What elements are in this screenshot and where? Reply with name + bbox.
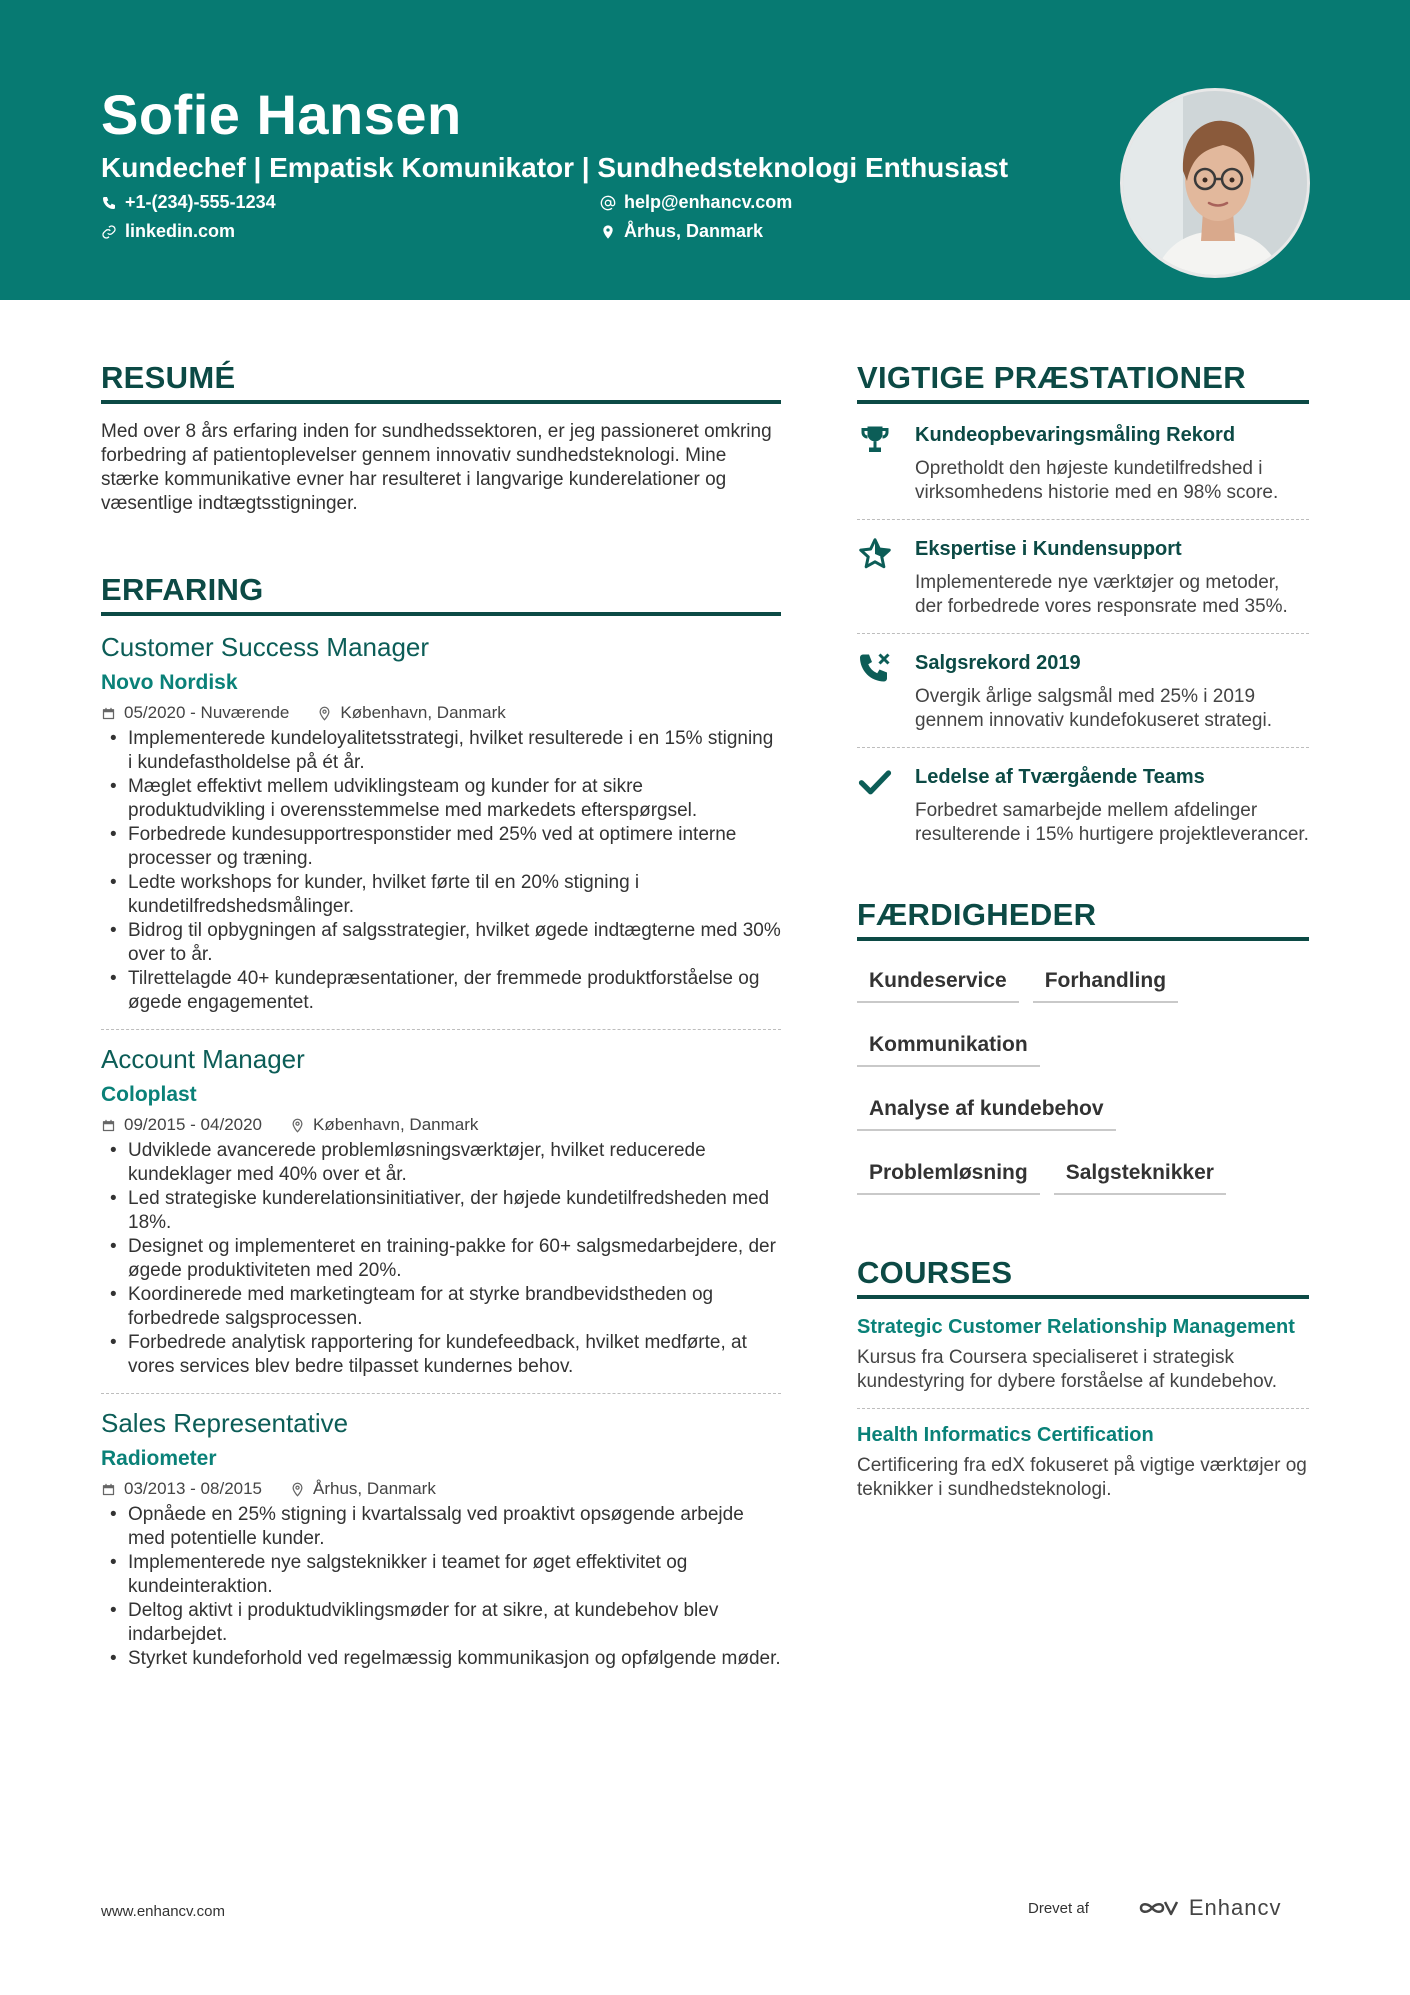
skill-tag: Problemløsning bbox=[857, 1149, 1040, 1195]
skill-tag: Analyse af kundebehov bbox=[857, 1085, 1116, 1131]
courses-heading: COURSES bbox=[857, 1255, 1309, 1299]
location-pin-icon bbox=[290, 1482, 305, 1497]
achievement-desc: Overgik årlige salgsmål med 25% i 2019 gennem innovativ kundefokuseret strategi. bbox=[915, 686, 1272, 731]
contact-phone-text: +1-(234)-555-1234 bbox=[125, 192, 276, 212]
calendar-icon bbox=[101, 1482, 116, 1497]
experience-section bbox=[101, 572, 781, 1685]
job-bullet: • Deltog aktivt i produktudviklingsmøder for at sikre, at kundebehov blev indarbejdet. bbox=[101, 1599, 781, 1647]
job-bullet: • Implementerede kundeloyalitetsstrategi, hvilket resulterede i en 15% stigning i kundefastholdelse på ét år. bbox=[101, 727, 781, 775]
job-bullet: • Designet og implementeret en training-pakke for 60+ salgsmedarbejdere, der øgede produktiviteten med 20%. bbox=[101, 1235, 781, 1283]
job-location bbox=[317, 703, 505, 723]
job-company: Coloplast bbox=[101, 1083, 197, 1106]
job-company: Novo Nordisk bbox=[101, 671, 238, 694]
job-entry bbox=[101, 632, 781, 1030]
job-title: Account Manager bbox=[101, 1044, 305, 1074]
portrait-illustration bbox=[1123, 91, 1310, 278]
job-location-text: København, Danmark bbox=[313, 1115, 479, 1134]
job-entry bbox=[101, 1408, 781, 1685]
trophy-icon bbox=[857, 420, 915, 505]
contact-linkedin-text[interactable]: linkedin.com bbox=[125, 221, 236, 241]
job-bullet: • Forbedrede analytisk rapportering for kundefeedback, hvilket medførte, at vores services blev bedre tilpasset kundernes behov. bbox=[101, 1331, 781, 1379]
location-pin-icon bbox=[290, 1118, 305, 1133]
job-location bbox=[290, 1479, 436, 1499]
phone-call-icon bbox=[857, 648, 915, 733]
achievement-desc: Forbedret samarbejde mellem afdelinger resulterende i 15% hurtigere projektleverancer. bbox=[915, 800, 1309, 845]
job-location bbox=[290, 1115, 478, 1135]
achievement-desc: Opretholdt den højeste kundetilfredshed i virksomhedens historie med en 98% score. bbox=[915, 458, 1279, 503]
at-icon bbox=[600, 195, 616, 211]
achievement-title: Ledelse af Tværgående Teams bbox=[915, 766, 1205, 788]
candidate-tagline: Kundechef | Empatisk Komunikator | Sundhedsteknologi Enthusiast bbox=[101, 152, 1009, 183]
job-bullet: • Styrket kundeforhold ved regelmæssig kommunikasjon og opfølgende møder. bbox=[101, 1647, 781, 1671]
job-company: Radiometer bbox=[101, 1447, 217, 1470]
course-item bbox=[857, 1315, 1309, 1409]
checkmark-icon bbox=[857, 762, 915, 847]
job-bullet: • Udviklede avancerede problemløsningsværktøjer, hvilket reducerede kundeklager med 40% over et år. bbox=[101, 1139, 781, 1187]
course-title: Strategic Customer Relationship Management bbox=[857, 1316, 1295, 1338]
footer-branding bbox=[1028, 1895, 1281, 1921]
job-meta bbox=[101, 1115, 781, 1135]
experience-heading: ERFARING bbox=[101, 572, 781, 616]
job-entry bbox=[101, 1044, 781, 1394]
brand-logo[interactable] bbox=[1137, 1895, 1282, 1921]
job-meta bbox=[101, 1479, 781, 1499]
profile-photo bbox=[1120, 88, 1310, 278]
achievements-heading: VIGTIGE PRÆSTATIONER bbox=[857, 360, 1309, 404]
job-bullet: • Opnåede en 25% stigning i kvartalssalg ved proaktivt opsøgende arbejde med potentielle kunder. bbox=[101, 1503, 781, 1551]
location-pin-icon bbox=[600, 224, 616, 240]
courses-section bbox=[857, 1255, 1309, 1516]
skills-section bbox=[857, 897, 1309, 1213]
contact-linkedin[interactable] bbox=[101, 221, 235, 242]
job-bullet: • Mæglet effektivt mellem udviklingsteam og kunder for at sikre produktudvikling i overensstemmelse med markedets efterspørgsel. bbox=[101, 775, 781, 823]
candidate-name: Sofie Hansen bbox=[101, 83, 462, 146]
footer-website[interactable]: www.enhancv.com bbox=[101, 1903, 225, 1920]
skills-heading: FÆRDIGHEDER bbox=[857, 897, 1309, 941]
job-dates-text: 09/2015 - 04/2020 bbox=[124, 1115, 263, 1134]
skills-list bbox=[857, 957, 1309, 1213]
job-bullets bbox=[101, 727, 781, 1015]
powered-by-text: Drevet af bbox=[1028, 1899, 1089, 1917]
course-desc: Kursus fra Coursera specialiseret i strategisk kundestyring for dybere forståelse af kundebehov. bbox=[857, 1347, 1278, 1392]
achievement-item bbox=[857, 534, 1309, 634]
job-bullet: • Led strategiske kunderelationsinitiativer, der højede kundetilfredsheden med 18%. bbox=[101, 1187, 781, 1235]
calendar-icon bbox=[101, 706, 116, 721]
achievement-title: Salgsrekord 2019 bbox=[915, 652, 1081, 674]
job-meta bbox=[101, 703, 781, 723]
job-title: Sales Representative bbox=[101, 1408, 349, 1438]
star-icon bbox=[857, 534, 915, 619]
link-icon bbox=[101, 224, 117, 240]
job-bullets bbox=[101, 1503, 781, 1671]
job-bullet: • Koordinerede med marketingteam for at styrke brandbevidstheden og forbedrede salgsprocessen. bbox=[101, 1283, 781, 1331]
contact-phone bbox=[101, 192, 276, 213]
skill-tag: Forhandling bbox=[1033, 957, 1178, 1003]
job-bullets bbox=[101, 1139, 781, 1379]
brand-name: Enhancv bbox=[1188, 1895, 1282, 1920]
contact-email[interactable] bbox=[600, 192, 792, 213]
job-bullet: • Bidrog til opbygningen af salgsstrategier, hvilket øgede indtægterne med 30% over to år. bbox=[101, 919, 781, 967]
achievement-item bbox=[857, 762, 1309, 861]
course-title: Health Informatics Certification bbox=[857, 1424, 1154, 1446]
job-bullet: • Ledte workshops for kunder, hvilket førte til en 20% stigning i kundetilfredshedsmålinger. bbox=[101, 871, 781, 919]
job-bullet: • Implementerede nye salgsteknikker i teamet for øget effektivitet og kundeinteraktion. bbox=[101, 1551, 781, 1599]
job-bullet: • Tilrettelagde 40+ kundepræsentationer, der fremmede produktforståelse og øgede engagementet. bbox=[101, 967, 781, 1015]
skill-tag: Kundeservice bbox=[857, 957, 1019, 1003]
job-location-text: København, Danmark bbox=[340, 703, 506, 722]
job-dates bbox=[101, 1479, 262, 1499]
achievement-desc: Implementerede nye værktøjer og metoder, der forbedrede vores responsrate med 35%. bbox=[915, 572, 1288, 617]
job-title: Customer Success Manager bbox=[101, 632, 430, 662]
job-dates bbox=[101, 1115, 262, 1135]
skill-tag: Salgsteknikker bbox=[1054, 1149, 1226, 1195]
contact-location-text: Århus, Danmark bbox=[624, 221, 764, 241]
achievement-title: Ekspertise i Kundensupport bbox=[915, 538, 1182, 560]
achievement-item bbox=[857, 420, 1309, 520]
resume-header bbox=[0, 0, 1410, 300]
summary-section bbox=[101, 360, 781, 516]
calendar-icon bbox=[101, 1118, 116, 1133]
achievements-section bbox=[857, 360, 1309, 861]
summary-heading: RESUMÉ bbox=[101, 360, 781, 404]
location-pin-icon bbox=[317, 706, 332, 721]
achievement-item bbox=[857, 648, 1309, 748]
phone-icon bbox=[101, 195, 117, 211]
right-column bbox=[857, 360, 1309, 1572]
skill-tag: Kommunikation bbox=[857, 1021, 1040, 1067]
job-location-text: Århus, Danmark bbox=[313, 1479, 436, 1498]
contact-location bbox=[600, 221, 763, 242]
achievement-title: Kundeopbevaringsmåling Rekord bbox=[915, 424, 1236, 446]
contact-email-text[interactable]: help@enhancv.com bbox=[624, 192, 793, 212]
job-bullet: • Forbedrede kundesupportresponstider med 25% ved at optimere interne processer og træning. bbox=[101, 823, 781, 871]
course-item bbox=[857, 1423, 1309, 1516]
job-dates-text: 03/2013 - 08/2015 bbox=[124, 1479, 263, 1498]
left-column bbox=[101, 360, 781, 1699]
summary-text: Med over 8 års erfaring inden for sundhedssektoren, er jeg passioneret omkring forbedring af patientoplevelser gennem innovativ sundhedsteknologi. Mine stærke kommunikative evner har resulteret i langvarige kunderelationer og væsentlige indtægtsstigninger. bbox=[101, 421, 772, 514]
job-dates bbox=[101, 703, 289, 723]
job-dates-text: 05/2020 - Nuværende bbox=[124, 703, 290, 722]
course-desc: Certificering fra edX fokuseret på vigtige værktøjer og teknikker i sundhedsteknologi. bbox=[857, 1455, 1307, 1500]
enhancv-logo-icon bbox=[1137, 1896, 1181, 1920]
